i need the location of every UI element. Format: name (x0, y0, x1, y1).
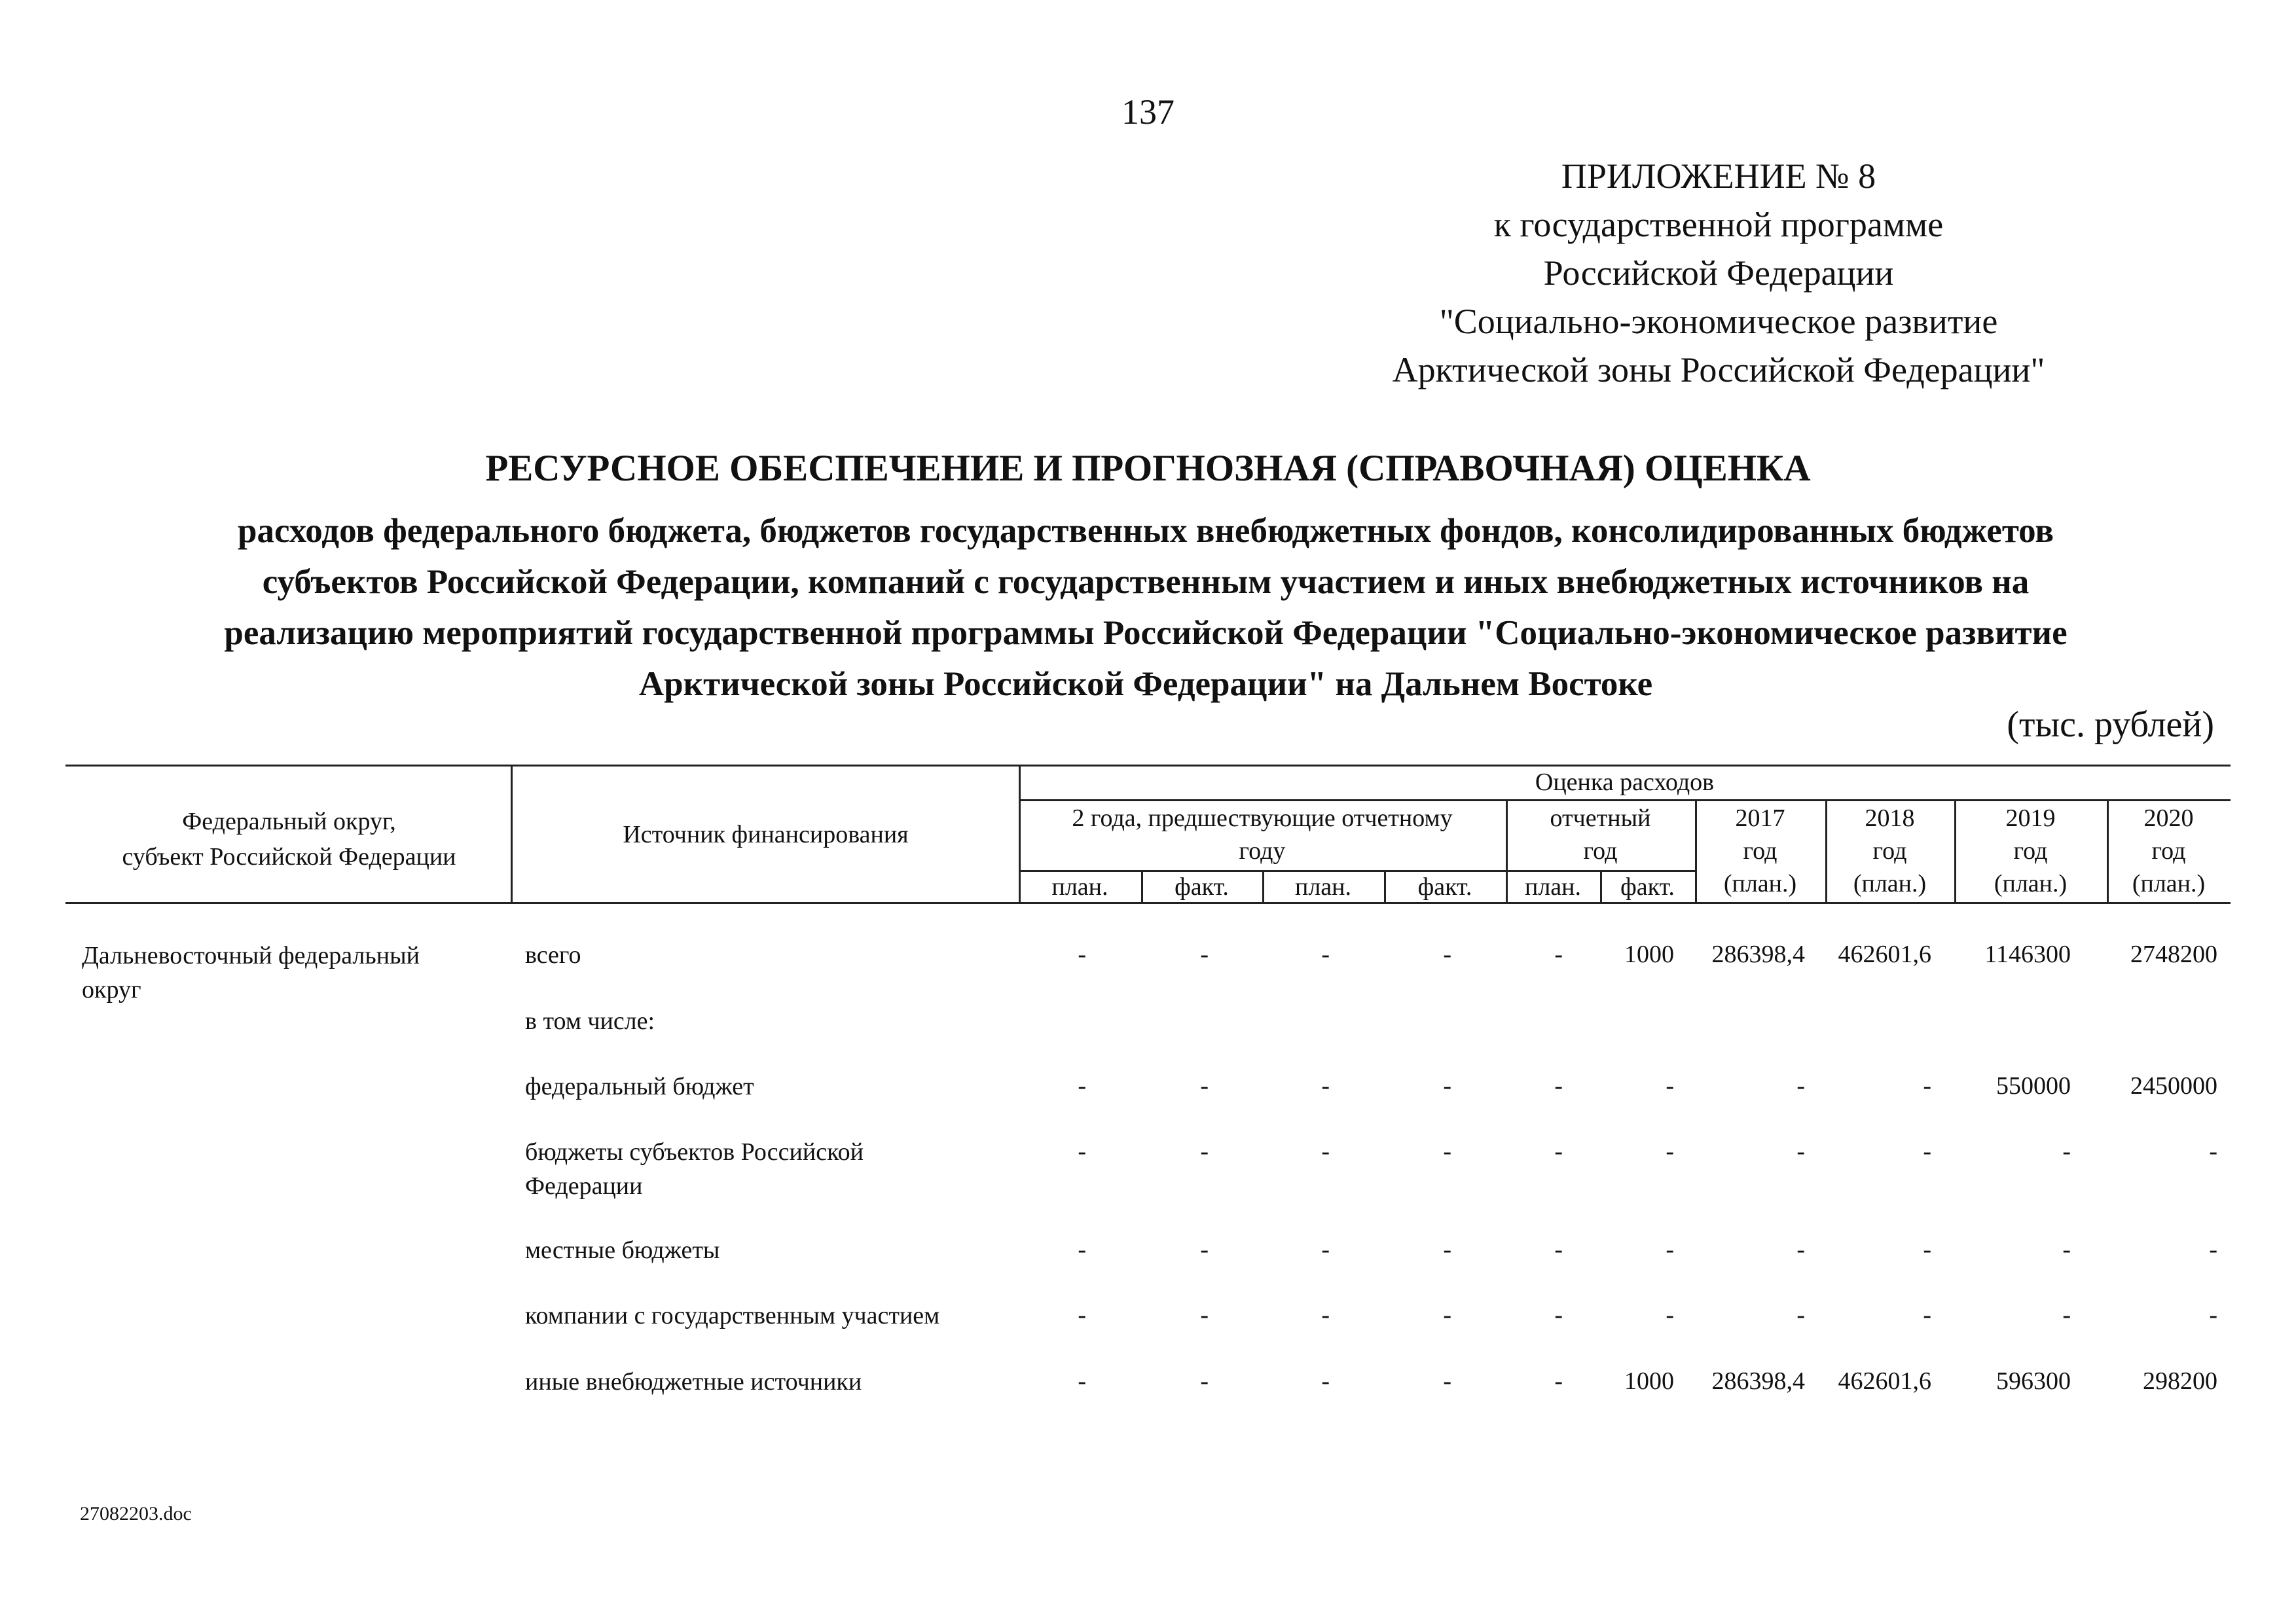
value-cell: - (1078, 1301, 1086, 1329)
value-cell: - (1796, 1138, 1805, 1165)
footer-filename: 27082203.doc (80, 1503, 192, 1525)
source-cell (525, 1004, 1010, 1038)
appendix-block (1309, 152, 2128, 394)
value-cell: - (1554, 1301, 1563, 1329)
value-cell: 550000 (1996, 1072, 2071, 1100)
value-cell: 1000 (1624, 1367, 1674, 1395)
subheader-fact: факт. (1175, 873, 1229, 901)
value-cell: - (2209, 1301, 2217, 1329)
value-cell: - (1078, 1367, 1086, 1395)
header-year-2018: 2018 год (план.) (1853, 804, 1927, 897)
document-subtitle (105, 505, 2187, 710)
value-cell: - (1923, 1072, 1931, 1100)
value-cell: - (1666, 1236, 1674, 1263)
value-cell: - (1443, 1072, 1451, 1100)
subheader-plan: план. (1524, 873, 1581, 901)
value-cell: - (1796, 1236, 1805, 1263)
source-text: Федерации (525, 1172, 643, 1200)
value-cell: - (1796, 1072, 1805, 1100)
source-text: всего (525, 941, 581, 969)
source-text: местные бюджеты (525, 1236, 720, 1264)
value-cell: - (2062, 1236, 2071, 1263)
appendix-line: к государственной программе (1493, 205, 1944, 244)
value-cell: - (1554, 941, 1563, 968)
subheader-fact: факт. (1620, 873, 1675, 901)
table-border (1019, 799, 2231, 801)
value-cell: 462601,6 (1838, 941, 1931, 968)
header-report-year: отчетный год (1550, 804, 1651, 865)
value-cell: - (2209, 1236, 2217, 1263)
page-number: 137 (1121, 92, 1175, 132)
header-year-2017: 2017 год (план.) (1723, 804, 1797, 897)
value-cell: 596300 (1996, 1367, 2071, 1395)
appendix-line: Арктической зоны Российской Федерации" (1392, 350, 2045, 389)
units-label: (тыс. рублей) (2007, 704, 2214, 745)
value-cell: - (1443, 1367, 1451, 1395)
value-cell: - (1321, 941, 1330, 968)
header-prev-years: 2 года, предшествующие отчетному году (1072, 804, 1453, 865)
source-text: иные внебюджетные источники (525, 1368, 862, 1396)
subheader-plan: план. (1294, 873, 1351, 901)
value-cell: - (2209, 1138, 2217, 1165)
document-title: РЕСУРСНОЕ ОБЕСПЕЧЕНИЕ И ПРОГНОЗНАЯ (СПРАВОЧНАЯ) ОЦЕНКА (485, 448, 1811, 489)
value-cell: - (1200, 1301, 1209, 1329)
value-cell: - (1321, 1301, 1330, 1329)
value-cell: - (1554, 1072, 1563, 1100)
value-cell: - (1078, 941, 1086, 968)
subtitle-line: расходов федерального бюджета, бюджетов государственных внебюджетных фондов, консолидированных бюджетов (238, 512, 2054, 550)
value-cell: - (1321, 1072, 1330, 1100)
header-source: Источник финансирования (623, 821, 909, 848)
value-cell: - (1078, 1236, 1086, 1263)
source-text: бюджеты субъектов Российской (525, 1138, 864, 1166)
header-estimate: Оценка расходов (1535, 768, 1715, 796)
source-text: федеральный бюджет (525, 1073, 754, 1100)
value-cell: - (1078, 1138, 1086, 1165)
subtitle-line: реализацию мероприятий государственной программы Российской Федерации "Социально-экономическое развитие (224, 614, 2068, 652)
value-cell: 286398,4 (1711, 1367, 1805, 1395)
value-cell: - (1554, 1236, 1563, 1263)
header-year-2019: 2019 год (план.) (1994, 804, 2068, 897)
appendix-line: Российской Федерации (1543, 253, 1894, 293)
value-cell: - (1554, 1138, 1563, 1165)
value-cell: - (1321, 1138, 1330, 1165)
value-cell: 286398,4 (1711, 941, 1805, 968)
value-cell: - (1554, 1367, 1563, 1395)
value-cell: - (1666, 1301, 1674, 1329)
value-cell: - (1200, 941, 1209, 968)
header-region: Федеральный округ, субъект Российской Федерации (122, 808, 456, 871)
appendix-line: "Социально-экономическое развитие (1439, 302, 1998, 341)
header-year-2020: 2020 год (план.) (2132, 804, 2206, 897)
subtitle-line: Арктической зоны Российской Федерации" на Дальнем Востоке (638, 665, 1653, 703)
value-cell: - (2062, 1301, 2071, 1329)
value-cell: - (1443, 1236, 1451, 1263)
value-cell: - (1666, 1072, 1674, 1100)
subheader-fact: факт. (1417, 873, 1472, 901)
value-cell: - (1923, 1301, 1931, 1329)
value-cell: 462601,6 (1838, 1367, 1931, 1395)
value-cell: - (2062, 1138, 2071, 1165)
value-cell: - (1666, 1138, 1674, 1165)
value-cell: - (1078, 1072, 1086, 1100)
value-cell: 2450000 (2130, 1072, 2217, 1100)
value-cell: 2748200 (2130, 941, 2217, 968)
value-cell: 298200 (2143, 1367, 2217, 1395)
value-cell: - (1321, 1236, 1330, 1263)
subheader-plan: план. (1051, 873, 1108, 901)
value-cell: - (1443, 941, 1451, 968)
value-cell: - (1200, 1072, 1209, 1100)
appendix-title: ПРИЛОЖЕНИЕ № 8 (1561, 156, 1876, 196)
region-cell: Дальневосточный федеральный округ (82, 942, 420, 1003)
source-text: в том числе: (525, 1007, 655, 1035)
value-cell: - (1321, 1367, 1330, 1395)
value-cell: - (1923, 1236, 1931, 1263)
value-cell: - (1200, 1367, 1209, 1395)
value-cell: - (1923, 1138, 1931, 1165)
value-cell: - (1796, 1301, 1805, 1329)
subtitle-line: субъектов Российской Федерации, компаний с государственным участием и иных внебюджетных источников на (262, 563, 2030, 601)
value-cell: 1000 (1624, 941, 1674, 968)
value-cell: 1146300 (1984, 941, 2071, 968)
value-cell: - (1443, 1138, 1451, 1165)
value-cell: - (1443, 1301, 1451, 1329)
value-cell: - (1200, 1236, 1209, 1263)
source-text: компании с государственным участием (525, 1302, 940, 1329)
value-cell: - (1200, 1138, 1209, 1165)
